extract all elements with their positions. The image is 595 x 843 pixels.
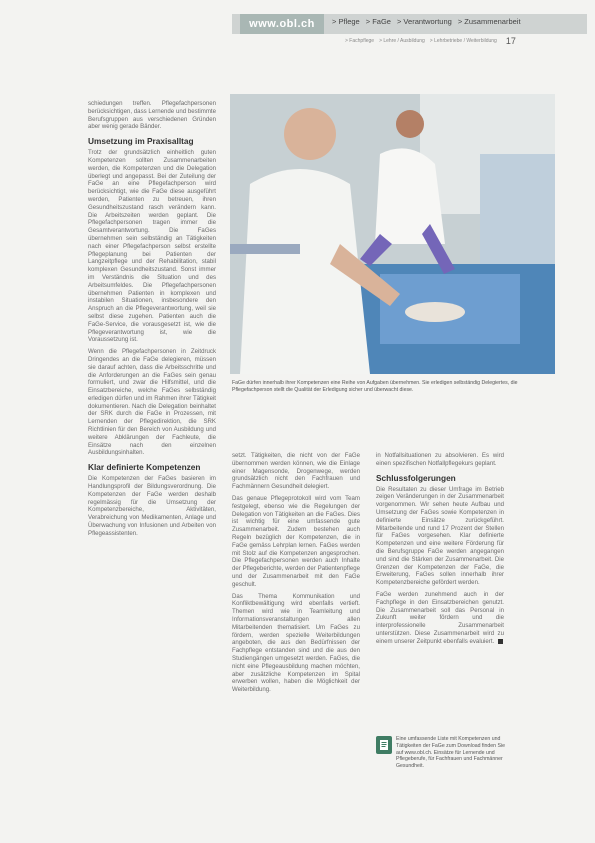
- nav-item-verantwortung[interactable]: > Verantwortung: [396, 17, 452, 26]
- right-paragraph-1: in Notfallsituationen zu absolvieren. Es wird einen spezifischen Notfallpflegekurs geplant.: [376, 452, 504, 467]
- end-mark-icon: [498, 639, 503, 644]
- middle-paragraph-2: Das genaue Pflegeprotokoll wird vom Team festgelegt, ebenso wie die Regelungen der Delegation von Tätigkeiten an die FaGes. Dies ist wichtig für eine umfassende gute Zusammenarbeit. Zudem bestehen auch Regeln bezüglich der Kompetenzen, die in FaGe gemäss Lehrplan lernen. FaGes werden mit Stolz auf die Kompetenzen angesprochen. Die Pflegefachpersonen werden auch Inhalte der Pflegeberichte, werden der Patientenpflege und der Zusammenarbeit mit den FaGe geschult.: [232, 494, 360, 588]
- heading-praxisalltag: Umsetzung im Praxisalltag: [88, 136, 194, 147]
- column-middle: [232, 452, 360, 694]
- column-right: [376, 452, 504, 646]
- conclusion-paragraph-2: [376, 591, 504, 646]
- praxis-paragraph-1: Trotz der grundsätzlich einheitlich guten Kompetenzen sollten Zusammenarbeiten werden, die Kompetenzen und die Delegation überlegt und angepasst. Bei der Zuteilung der FaGe an eine Pflegefachperson wird berücksichtigt, wie die FaGe diese ausgeführt werden, Patienten zu betreuen, ihren Gesundheitszustand rasch verändern kann. Die Arbeitszeiten werden geplant. Die Pflegefachpersonen tragen immer die Gesamtverantwortung. Die FaGes übernehmen sein selbständig an Tätigkeiten nach einer Pflegefachperson selbst erstellte Pflegeplanung bei Patienten der Langzeitpflege und der Rehabilitation, stabil komplexen Gesundheitszustand. Sonst immer im Verständnis die Situation und des Arbeitsumfeldes. Die Pflegefachpersonen übernehmen Patienten in komplexen und instabilen Situationen, insbesondere den Anspruch an die Pflegeverantwortung, weil sie selbst diese zugehen. Patienten auch die FaGe-Service, die vorausgesetzt ist, wie die Pflegeverantwortung ist, wie die Voraussetzung ist.: [88, 149, 216, 344]
- sub-nav: [345, 36, 516, 46]
- info-note: [376, 736, 506, 770]
- document-icon: [376, 736, 392, 754]
- intro-paragraph: schiedungen treffen. Pflegefachpersonen berücksichtigen, dass Lernende und bestimmte Berufsgruppen aus verschiedenen Gründen aber wenig gerade Bänder.: [88, 100, 216, 131]
- middle-paragraph-1: setzt. Tätigkeiten, die nicht von der FaGe übernommen werden können, wie die Einlage einer Magensonde, Drogenwege, werden grundsätzlich nicht den Fachfrauen und Fachmännern Gesundheit delegiert.: [232, 452, 360, 491]
- heading-schlussfolgerungen: Schlussfolgerungen: [376, 472, 456, 483]
- note-text: Eine umfassende Liste mit Kompetenzen und Tätigkeiten der FaGe zum Download finden Sie auf www.obl.ch. Einsätze für Lernende und Pflegeberufe, für Fachfrauen und Fachmänner Gesundheit.: [396, 736, 505, 770]
- nav-item-fage[interactable]: > FaGe: [365, 17, 391, 26]
- kompetenzen-paragraph: Die Kompetenzen der FaGes basieren im Handlungsprofil der Bildungsverordnung. Die Kompetenzen der FaGe werden deshalb regelmässig für die Umsetzung der Kompetenzbereiche, Aktivitäten, Verabreichung von Medikamenten, Anlage und Überwachung von Infusionen und Arbeiten von Pflegeassistenten.: [88, 475, 216, 537]
- site-logo[interactable]: www.obl.ch: [240, 14, 324, 34]
- heading-kompetenzen: Klar definierte Kompetenzen: [88, 462, 201, 473]
- subnav-item-fachpflege[interactable]: > Fachpflege: [345, 38, 375, 44]
- page-number: 17: [505, 36, 516, 46]
- praxis-paragraph-2: Wenn die Pflegefachpersonen in Zeitdruck Dringendes an die FaGe delegieren, müssen sie darauf achten, dass die Arbeitsschritte und die Anforderungen an die FaGes sein genau formuliert, und zwar die Hilfsmittel, und die Einsatzbereiche, welche FaGes selbständig erledigen dürfen und im Rahmen ihrer Tätigkeit dokumentieren. Nach die Delegation beinhaltet der SRK durch die FaGe in Prozessen, mit Lernenden der Pflegedirektion, die SRK Richtlinien für den Bereich von Ausbildung und weitere Abklärungen der Fachleute, die Einsätze nach den einzelnen Ausbildungsinhalten.: [88, 348, 216, 457]
- nav-item-zusammenarbeit[interactable]: > Zusammenarbeit: [457, 17, 521, 26]
- middle-paragraph-3: Das Thema Kommunikation und Konfliktbewältigung wird ebenfalls vertieft. Themen wird wie in Teamleitung und Informationsveranstaltungen allen Mitarbeitenden thematisiert. Um FaGes zu fördern, werden spezielle Weiterbildungen angeboten, die aus den Bedürfnissen der Fachpflege entstanden sind und die aus den Studiengängen umgesetzt werden. FaGes, die nicht eine Pflegeausbildung machen möchten, aber zusätzliche Kompetenzen im Spital erwerben wollen, haben die Möglichkeit der Weiterbildung.: [232, 592, 360, 694]
- photo-illustration: [230, 94, 555, 374]
- header-nav: [332, 17, 521, 26]
- column-left: [88, 100, 216, 538]
- subnav-item-lehrbetriebe[interactable]: > Lehrbetriebe / Weiterbildung: [429, 38, 497, 44]
- conclusion-text: FaGe werden zunehmend auch in der Fachpflege in den Einsatzbereichen genutzt. Die Zusammenarbeit soll das Personal in Zukunft weiter fördern und die interprofessionelle Zusammenarbeit unterstützen. Diese Zusammenarbeit wird zu einem unserer Zeitpunkt ebenfalls evaluiert.: [376, 590, 504, 645]
- conclusion-paragraph-1: Die Resultaten zu dieser Umfrage im Betrieb zeigen Veränderungen in der Zusammenarbeit vorgenommen. Wir sehen heute Aufbau und Umsetzung der FaGes sowie Kompetenzen in definierte Einsätze zurückgeführt. Mitarbeitende und rund 17 Prozent der Stellen für FaGes vorgesehen. Klar definierte Kompetenzen und eine weitere Förderung für die Berufsgruppe FaGe werden angegangen und sind die Stärken der Zusammenarbeit. Die Grenzen der Kompetenzen der FaGe, die Erweiterung, FaGes sollen innerhalb ihrer Kompetenzbereiche gefördert werden.: [376, 485, 504, 587]
- article-photo: [230, 94, 555, 374]
- photo-caption: FaGe dürfen innerhalb ihrer Kompetenzen eine Reihe von Aufgaben übernehmen. Sie erledigen selbständig Delegiertes, die Pflegefachperson stellt die Qualität der Erledigung sicher und überwacht diese.: [232, 380, 518, 393]
- subnav-item-lehre[interactable]: > Lehre / Ausbildung: [379, 38, 425, 44]
- nav-item-pflege[interactable]: > Pflege: [332, 17, 360, 26]
